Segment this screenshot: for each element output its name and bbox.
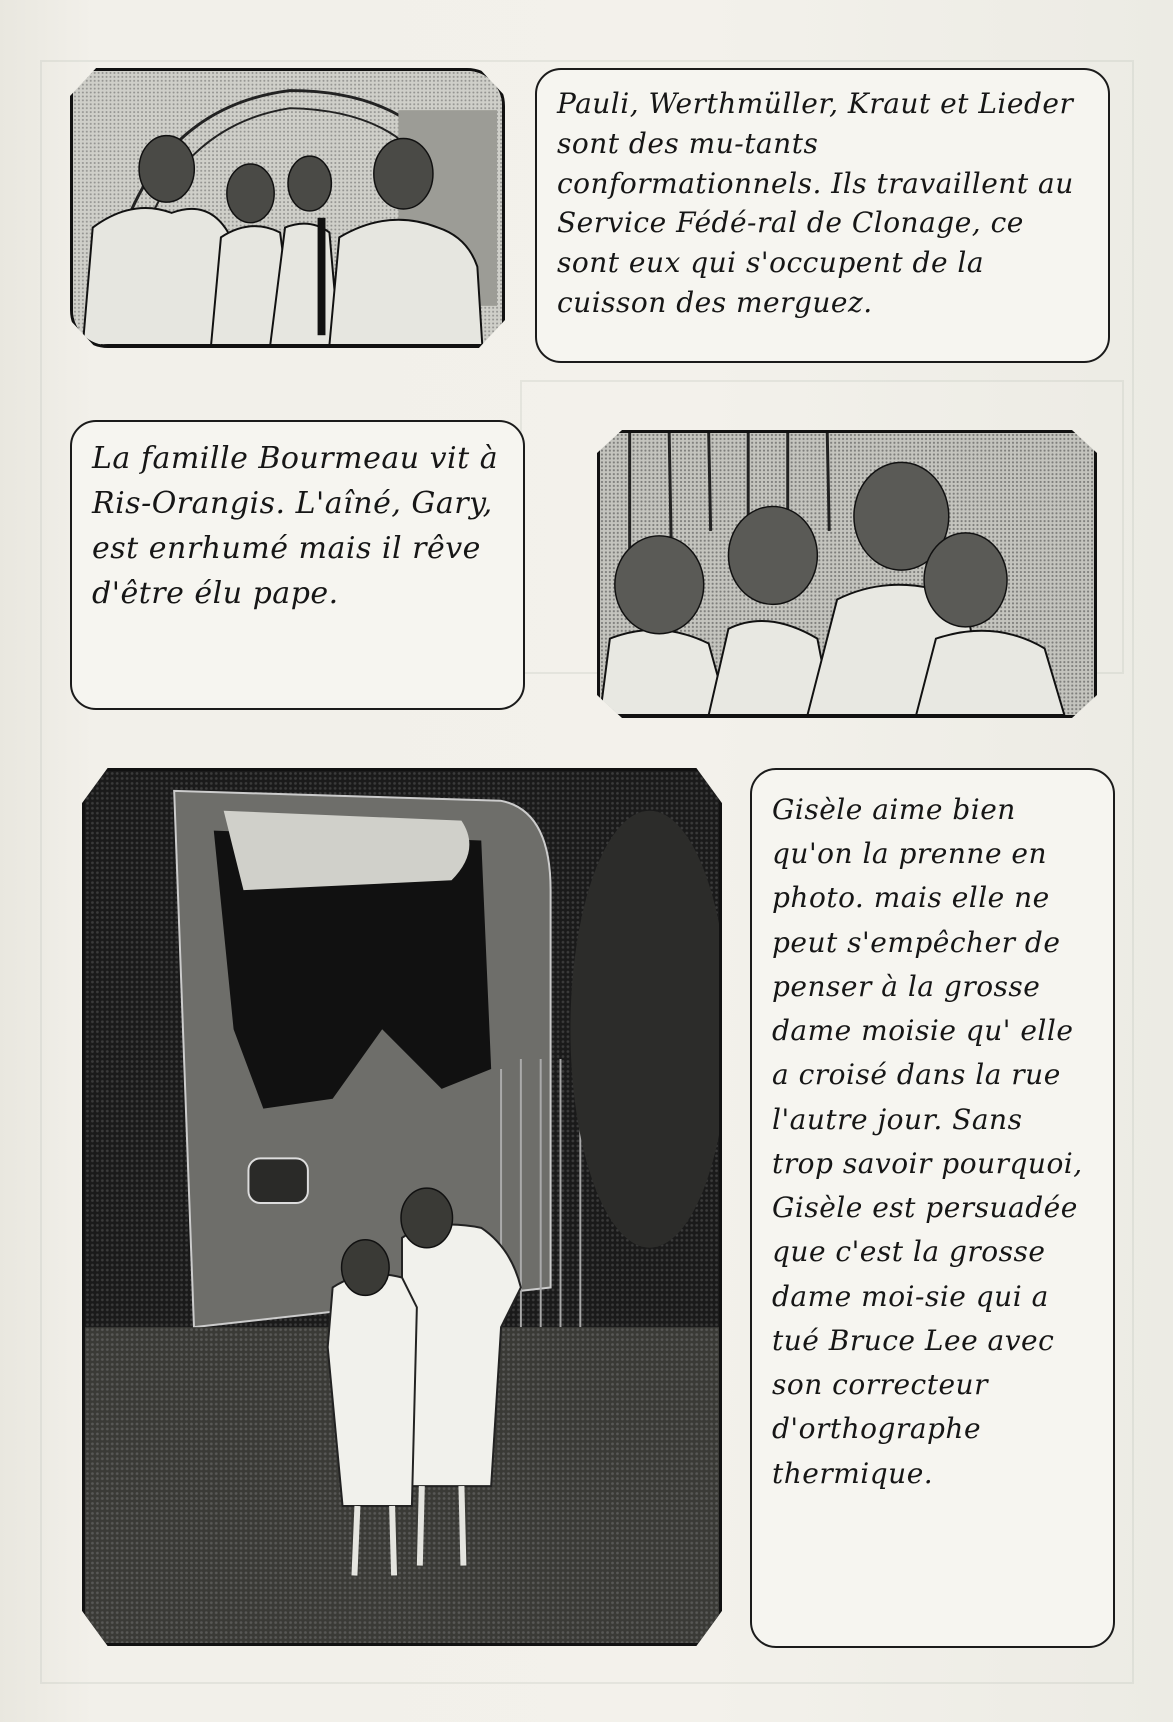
photo-family-group-drawing <box>600 433 1094 715</box>
caption-panel-3 <box>750 768 1115 1648</box>
caption-panel-1 <box>535 68 1110 363</box>
caption-text-2: La famille Bourmeau vit à Ris-Orangis. L'aîné, Gary, est enrhumé mais il rêve d'être élu pape. <box>92 441 499 611</box>
caption-panel-2 <box>70 420 525 710</box>
photo-four-men-drawing <box>73 71 502 345</box>
caption-text-1: Pauli, Werthmüller, Kraut et Lieder sont des mu-tants conformationnels. Ils travaillent au Service Fédé-ral de Clonage, ce sont eux qui s'occupent de la cuisson des merguez. <box>557 87 1074 319</box>
photo-two-girls-drawing <box>85 771 719 1643</box>
photo-two-girls <box>82 768 722 1646</box>
caption-text-3: Gisèle aime bien qu'on la prenne en photo. mais elle ne peut s'empêcher de penser à la grosse dame moisie qu' elle a croisé dans la rue l'autre jour. Sans trop savoir pourquoi, Gisèle est persuadée que c'est la grosse dame moi-sie qui a tué Bruce Lee avec son correcteur d'orthographe thermique. <box>772 793 1083 1490</box>
photo-four-men <box>70 68 505 348</box>
photo-family-group <box>597 430 1097 718</box>
